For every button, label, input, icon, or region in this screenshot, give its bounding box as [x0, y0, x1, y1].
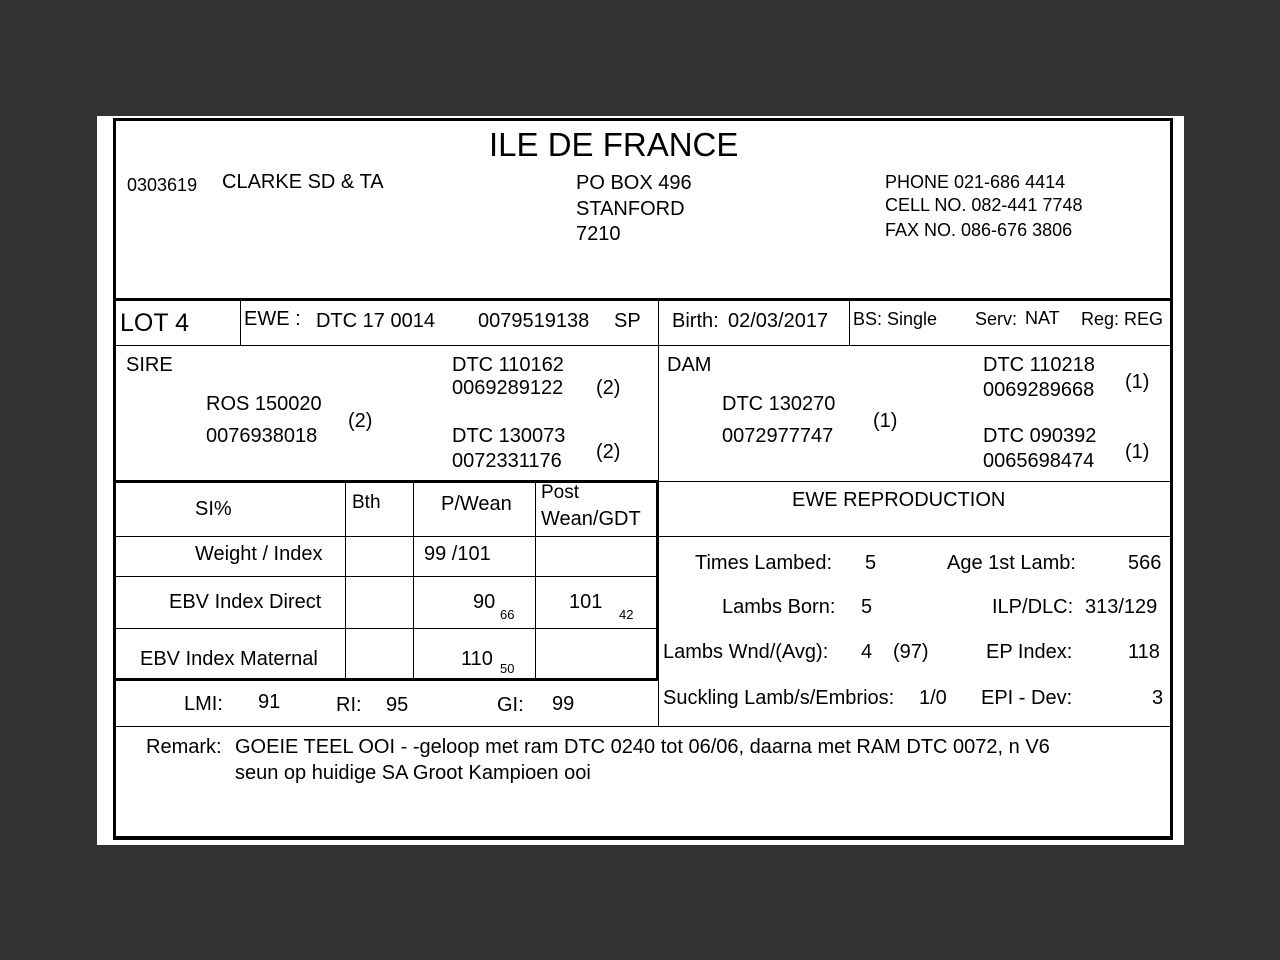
lambs-born-label: Lambs Born:: [722, 596, 836, 618]
fax-number: FAX NO. 086-676 3806: [885, 220, 1073, 240]
times-lambed-label: Times Lambed:: [695, 552, 833, 574]
sire-sire-id: DTC 110162: [452, 354, 564, 376]
column-header-pwean: P/Wean: [441, 493, 512, 515]
divider: [240, 300, 241, 345]
column-header-si: SI%: [195, 498, 232, 520]
column-header-post: Wean/GDT: [541, 508, 641, 530]
divider: [113, 536, 1173, 537]
dam-sire-mark: (1): [1125, 371, 1150, 393]
birth-status: BS: Single: [853, 309, 938, 329]
breed-title: ILE DE FRANCE: [489, 126, 739, 163]
remark-text: seun op huidige SA Groot Kampioen ooi: [235, 762, 591, 784]
sire-dam-registration: 0072331176: [452, 450, 562, 472]
ilp-dlc-value: 313/129: [1085, 596, 1158, 618]
sire-id: ROS 150020: [206, 393, 322, 415]
divider: [658, 300, 659, 345]
lot-number: LOT 4: [120, 309, 190, 337]
gi-value: 99: [552, 693, 575, 715]
divider: [345, 482, 346, 679]
direct-post-value: 101: [569, 591, 603, 613]
divider: [658, 481, 1173, 482]
row-label-maternal: EBV Index Maternal: [140, 648, 318, 670]
direct-post-accuracy: 42: [619, 607, 634, 622]
address-line: STANFORD: [576, 198, 685, 220]
divider: [658, 680, 659, 726]
divider: [113, 628, 658, 629]
column-header-bth: Bth: [352, 492, 381, 513]
ewe-id: DTC 17 0014: [316, 310, 435, 332]
suckling-label: Suckling Lamb/s/Embrios:: [663, 687, 895, 709]
times-lambed-value: 5: [865, 552, 877, 574]
service-value: NAT: [1025, 308, 1060, 328]
divider: [113, 345, 1173, 346]
lmi-label: LMI:: [184, 693, 223, 715]
lambs-weaned-average: (97): [893, 641, 929, 663]
breeder-name: CLARKE SD & TA: [222, 171, 384, 193]
service-label: Serv:: [975, 309, 1018, 329]
dam-registration: 0072977747: [722, 425, 834, 447]
dam-sire-id: DTC 110218: [983, 354, 1095, 376]
dam-dam-id: DTC 090392: [983, 425, 1097, 447]
row-label-direct: EBV Index Direct: [169, 591, 322, 613]
dam-label: DAM: [667, 354, 712, 376]
dam-dam-mark: (1): [1125, 441, 1150, 463]
ri-value: 95: [386, 694, 409, 716]
ep-index-value: 118: [1128, 641, 1160, 663]
row-label-weight: Weight / Index: [195, 543, 323, 565]
lambs-weaned-value: 4: [861, 641, 873, 663]
age-first-lamb-label: Age 1st Lamb:: [947, 552, 1076, 574]
birth-label: Birth:: [672, 310, 719, 332]
divider: [658, 345, 659, 482]
divider: [113, 726, 1173, 727]
dam-id: DTC 130270: [722, 393, 836, 415]
ep-index-label: EP Index:: [986, 641, 1073, 663]
sire-dam-id: DTC 130073: [452, 425, 566, 447]
ilp-dlc-label: ILP/DLC:: [992, 596, 1074, 618]
epi-dev-value: 3: [1152, 687, 1164, 709]
sire-registration: 0076938018: [206, 425, 318, 447]
suckling-value: 1/0: [919, 687, 947, 709]
registration-status: Reg: REG: [1081, 309, 1164, 329]
direct-pwean-accuracy: 66: [500, 607, 515, 622]
ewe-status: SP: [614, 310, 641, 332]
weight-pwean-value: 99 /101: [424, 543, 491, 565]
phone-number: PHONE 021-686 4414: [885, 172, 1066, 192]
remark-label: Remark:: [146, 736, 222, 758]
divider: [656, 481, 659, 680]
breeder-number: 0303619: [127, 175, 198, 195]
divider: [849, 300, 850, 345]
dam-mark: (1): [873, 410, 898, 432]
divider: [113, 576, 658, 577]
direct-pwean-value: 90: [473, 591, 496, 613]
dam-dam-registration: 0065698474: [983, 450, 1095, 472]
maternal-pwean-accuracy: 50: [500, 661, 515, 676]
divider: [113, 678, 658, 681]
ri-label: RI:: [336, 694, 362, 716]
divider: [413, 482, 414, 679]
remark-text: GOEIE TEEL OOI - -geloop met ram DTC 0240 tot 06/06, daarna met RAM DTC 0072, n V6: [235, 736, 1050, 758]
birth-date: 02/03/2017: [728, 310, 829, 332]
dam-sire-registration: 0069289668: [983, 379, 1095, 401]
cell-number: CELL NO. 082-441 7748: [885, 195, 1083, 215]
lmi-value: 91: [258, 691, 281, 713]
epi-dev-label: EPI - Dev:: [981, 687, 1073, 709]
ewe-label: EWE :: [244, 308, 301, 330]
sire-sire-mark: (2): [596, 377, 621, 399]
lambs-born-value: 5: [861, 596, 873, 618]
address-line: 7210: [576, 223, 621, 245]
ewe-registration: 0079519138: [478, 310, 590, 332]
sire-mark: (2): [348, 410, 373, 432]
age-first-lamb-value: 566: [1128, 552, 1162, 574]
divider: [113, 298, 1173, 301]
sire-label: SIRE: [126, 354, 173, 376]
divider: [535, 482, 536, 679]
lambs-weaned-label: Lambs Wnd/(Avg):: [663, 641, 829, 663]
address-line: PO BOX 496: [576, 172, 692, 194]
gi-label: GI:: [497, 694, 524, 716]
maternal-pwean-value: 110: [461, 648, 493, 670]
sire-sire-registration: 0069289122: [452, 377, 564, 399]
reproduction-title: EWE REPRODUCTION: [792, 489, 1006, 511]
column-header-post: Post: [541, 482, 580, 503]
sire-dam-mark: (2): [596, 441, 621, 463]
